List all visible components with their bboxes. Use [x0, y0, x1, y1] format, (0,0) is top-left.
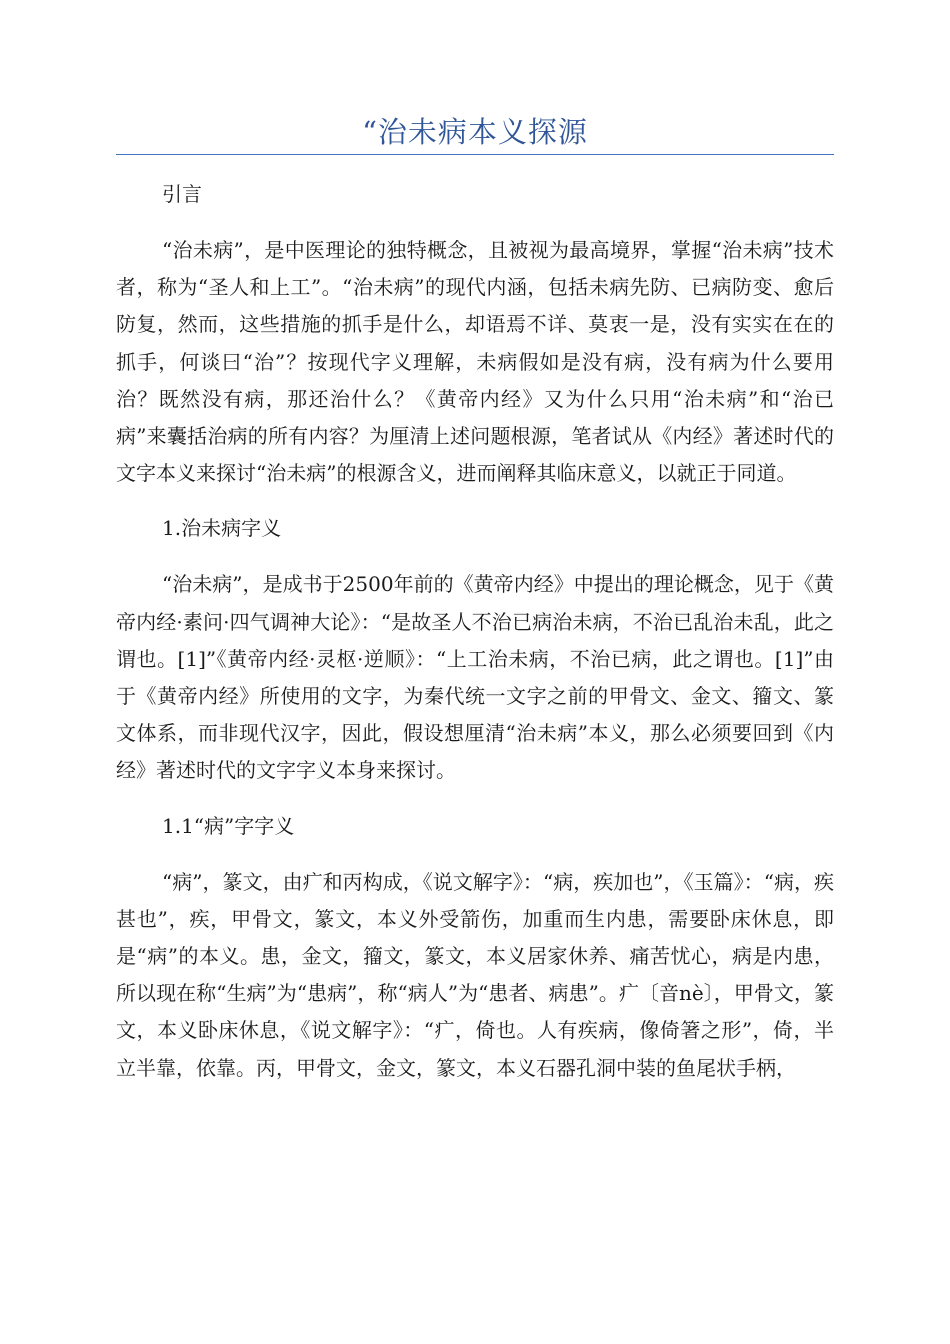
document-title: “治未病本义探源 [362, 115, 588, 149]
section-1-heading: 1.治未病字义 [162, 516, 282, 541]
intro-paragraph: “治未病”，是中医理论的独特概念，且被视为最高境界，掌握“治未病”技术者，称为“圣人和上工”。“治未病”的现代内涵，包括未病先防、已病防变、愈后防复，然而，这些措施的抓手是什么，却语焉不详、莫衷一是，没有实实在在的抓手，何谈曰“治”？按现代字义理解，未病假如是没有病，没有病为什么要用治？既然没有病，那还治什么？《黄帝内经》又为什么只用“治未病”和“治已病”来囊括治病的所有内容？为厘清上述问题根源，笔者试从《内经》著述时代的文字本义来探讨“治未病”的根源含义，进而阐释其临床意义，以就正于同道。 [116, 238, 834, 486]
document-body [116, 172, 834, 1087]
section-1-1-heading: 1.1“病”字字义 [162, 813, 295, 838]
section-1-paragraph: “治未病”，是成书于2500年前的《黄帝内经》中提出的理论概念，见于《黄帝内经·素问·四气调神大论》：“是故圣人不治已病治未病，不治已乱治未乱，此之谓也。[1]”《黄帝内经·灵枢·逆顺》：“上工治未病，不治已病，此之谓也。[1]”由于《黄帝内经》所使用的文字，为秦代统一文字之前的甲骨文、金文、籀文、篆文体系，而非现代汉字，因此，假设想厘清“治未病”本义，那么必须要回到《内经》著述时代的文字字义本身来探讨。 [116, 572, 834, 783]
intro-heading: 引言 [162, 182, 202, 206]
section-1-1-paragraph: “病”，篆文，由疒和丙构成，《说文解字》：“病，疾加也”，《玉篇》：“病，疾甚也”，疾，甲骨文，篆文，本义外受箭伤，加重而生内患，需要卧床休息，即是“病”的本义。患，金文，籀文，篆文，本义居家休养、痛苦忧心，病是内患，所以现在称“生病”为“患病”，称“病人”为“患者、病患”。疒〔音nè〕，甲骨文，篆文，本义卧床休息，《说文解字》：“疒，倚也。人有疾病，像倚箸之形”，倚，半立半靠，依靠。丙，甲骨文，金文，篆文，本义石器孔洞中装的鱼尾状手柄， [116, 869, 834, 1080]
title-underline [116, 154, 834, 155]
